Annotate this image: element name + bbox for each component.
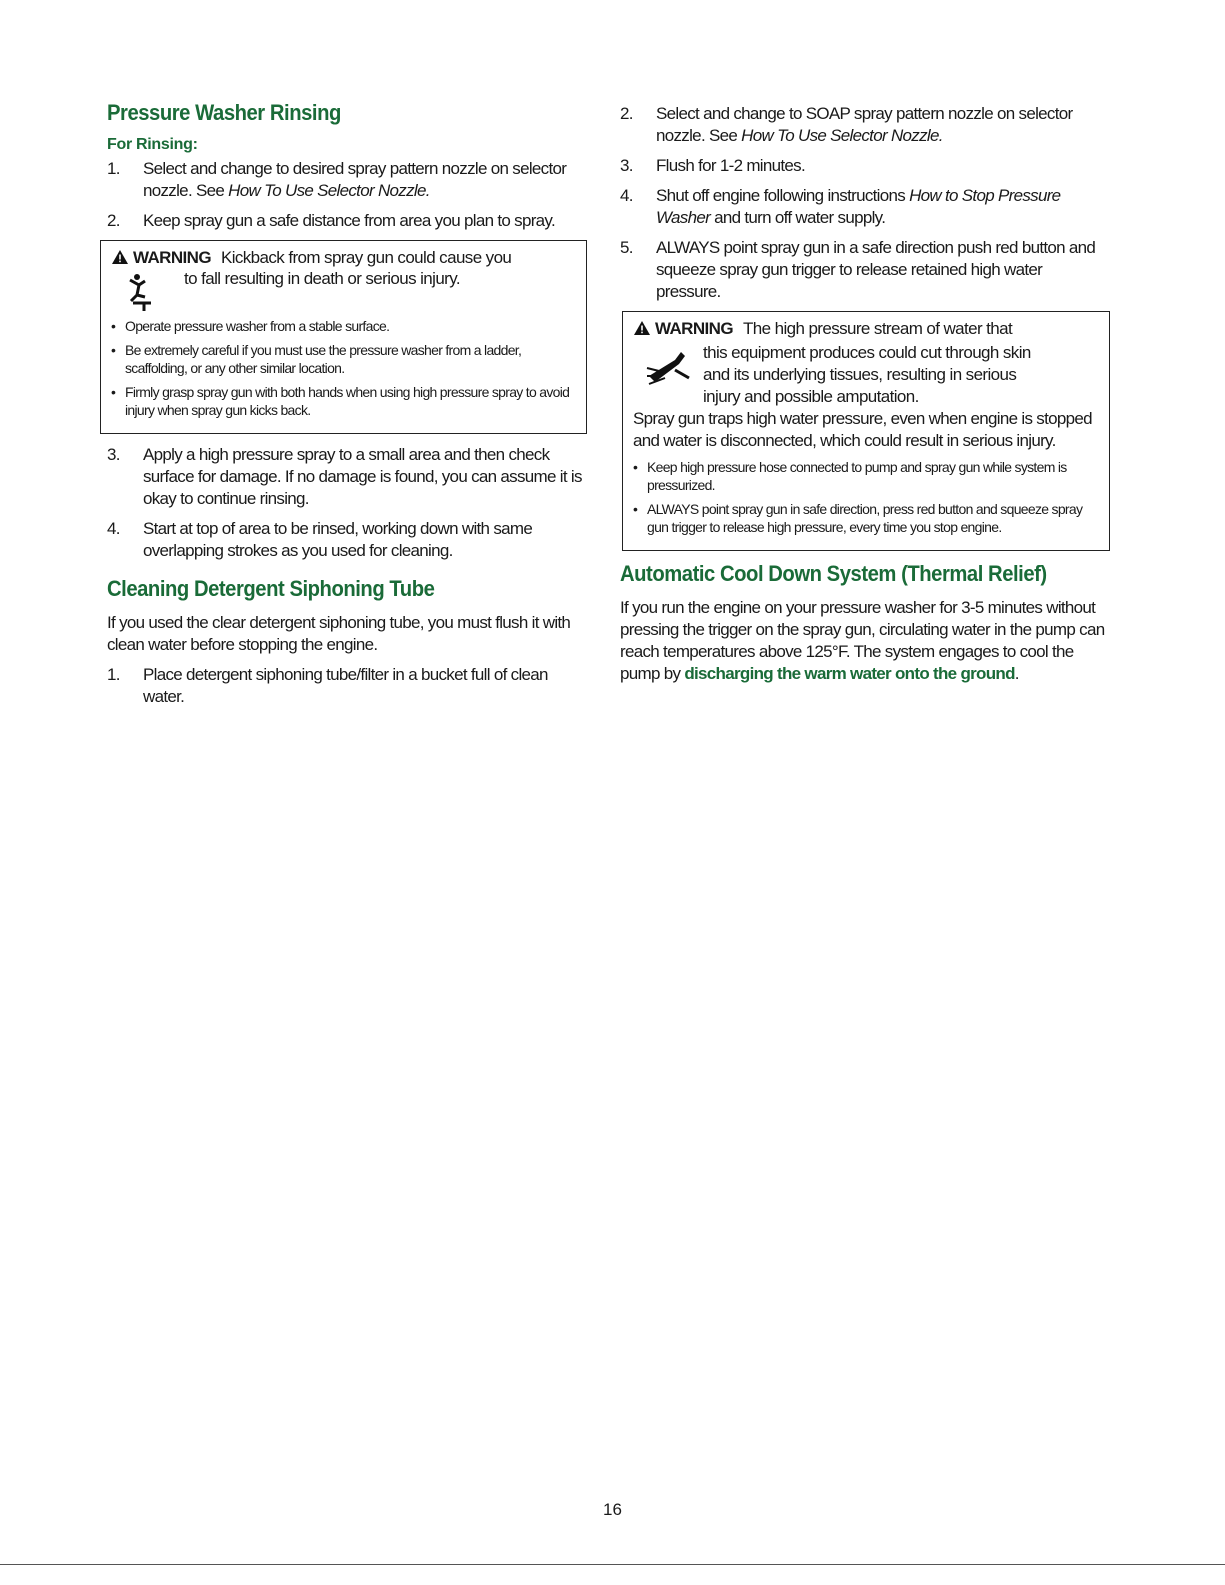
step-number: 4.	[620, 186, 633, 205]
step-item	[107, 664, 587, 708]
steps-list-detergent	[107, 664, 587, 708]
cool-down-emphasis: discharging the warm water onto the ground	[684, 664, 1015, 683]
step-reference: How to Stop Pressure Washer	[656, 186, 1061, 227]
warning-box-high-pressure	[622, 311, 1110, 551]
warning-box-kickback	[100, 240, 587, 434]
warning-bullet: • ALWAYS point spray gun in safe direction, press red button and squeeze spray gun trigger to release high pressure, every time you stop engine.	[633, 500, 1099, 536]
step-item	[620, 155, 1110, 177]
step-item	[620, 237, 1110, 303]
warning-text-line4: injury and possible amputation.	[703, 387, 919, 406]
warning-label: WARNING	[133, 248, 211, 267]
warning-text-line2: to fall resulting in death or serious injury.	[184, 269, 461, 288]
cool-down-text: If you run the engine on your pressure washer for 3-5 minutes without pressing the trigger on the spray gun, circulating water in the pump can reach temperatures above 125°F. The system engages to cool the pump by	[620, 598, 1105, 683]
step-text: Select and change to SOAP spray pattern nozzle on selector nozzle. See	[656, 104, 1073, 145]
step-number: 2.	[107, 211, 120, 230]
step-text: Apply a high pressure spray to a small area and then check surface for damage. If no damage is found, you can assume it is okay to continue rinsing.	[143, 445, 582, 508]
step-number: 3.	[107, 445, 120, 464]
step-reference: How To Use Selector Nozzle.	[228, 181, 430, 200]
step-number: 5.	[620, 238, 633, 257]
step-number: 1.	[107, 665, 120, 684]
step-item	[107, 444, 587, 510]
warning-header	[633, 318, 1099, 342]
step-text: Start at top of area to be rinsed, working down with same overlapping strokes as you used for cleaning.	[143, 519, 533, 560]
step-number: 4.	[107, 519, 120, 538]
step-item	[620, 103, 1110, 147]
warning-paragraph: Spray gun traps high water pressure, even when engine is stopped and water is disconnected, which could result in serious injury.	[633, 409, 1092, 450]
step-item	[620, 185, 1110, 229]
warning-text-line2: this equipment produces could cut through skin	[703, 343, 1031, 362]
warning-triangle-icon	[633, 320, 651, 342]
cool-down-end: .	[1014, 664, 1019, 683]
step-item	[107, 518, 587, 562]
injection-hazard-icon	[645, 348, 691, 394]
step-text: Select and change to desired spray pattern nozzle on selector nozzle. See	[143, 159, 567, 200]
warning-bullet-list	[111, 317, 576, 419]
warning-triangle-icon	[111, 249, 129, 271]
cool-down-paragraph	[620, 597, 1110, 685]
step-number: 1.	[107, 159, 120, 178]
step-item	[107, 210, 587, 232]
steps-list-rinsing-b	[107, 444, 587, 562]
page-number: 16	[603, 1500, 622, 1519]
step-text: Shut off engine following instructions	[656, 186, 910, 205]
subsection-title-for-rinsing: For Rinsing:	[107, 136, 198, 153]
warning-bullet: • Keep high pressure hose connected to pump and spray gun while system is pressurized.	[633, 458, 1099, 494]
steps-list-rinsing-a	[107, 158, 587, 232]
step-text: Flush for 1-2 minutes.	[656, 156, 805, 175]
fall-hazard-icon	[125, 271, 161, 316]
step-number: 3.	[620, 156, 633, 175]
step-text-tail: and turn off water supply.	[710, 208, 886, 227]
page-bottom-rule	[0, 1564, 1225, 1565]
left-column	[107, 100, 587, 716]
step-text: ALWAYS point spray gun in a safe direction push red button and squeeze spray gun trigger to release retained high water pressure.	[656, 238, 1096, 301]
warning-text-line1: The high pressure stream of water that	[742, 319, 1013, 338]
warning-bullet: • Operate pressure washer from a stable surface.	[111, 317, 576, 335]
warning-header	[111, 247, 576, 271]
warning-text-line3: and its underlying tissues, resulting in serious	[703, 365, 1017, 384]
step-reference: How To Use Selector Nozzle.	[741, 126, 943, 145]
step-text: Keep spray gun a safe distance from area you plan to spray.	[143, 211, 555, 230]
step-item	[107, 158, 587, 202]
warning-indented-text	[633, 342, 1099, 408]
steps-list-right	[620, 103, 1110, 303]
warning-text-line1: Kickback from spray gun could cause you	[220, 248, 512, 267]
step-number: 2.	[620, 104, 633, 123]
warning-bullet: • Firmly grasp spray gun with both hands when using high pressure spray to avoid injury when spray gun kicks back.	[111, 383, 576, 419]
section-title-detergent-tube: Cleaning Detergent Siphoning Tube	[107, 576, 435, 601]
right-column	[620, 103, 1110, 685]
step-text: Place detergent siphoning tube/filter in a bucket full of clean water.	[143, 665, 548, 706]
warning-bullet-list	[633, 458, 1099, 536]
warning-label: WARNING	[655, 319, 733, 338]
section-title-rinsing: Pressure Washer Rinsing	[107, 100, 341, 125]
section-title-cool-down: Automatic Cool Down System (Thermal Relief)	[620, 561, 1047, 586]
warning-bullet: • Be extremely careful if you must use the pressure washer from a ladder, scaffolding, or any other similar location.	[111, 341, 576, 377]
detergent-tube-paragraph: If you used the clear detergent siphoning tube, you must flush it with clean water before stopping the engine.	[107, 613, 571, 654]
